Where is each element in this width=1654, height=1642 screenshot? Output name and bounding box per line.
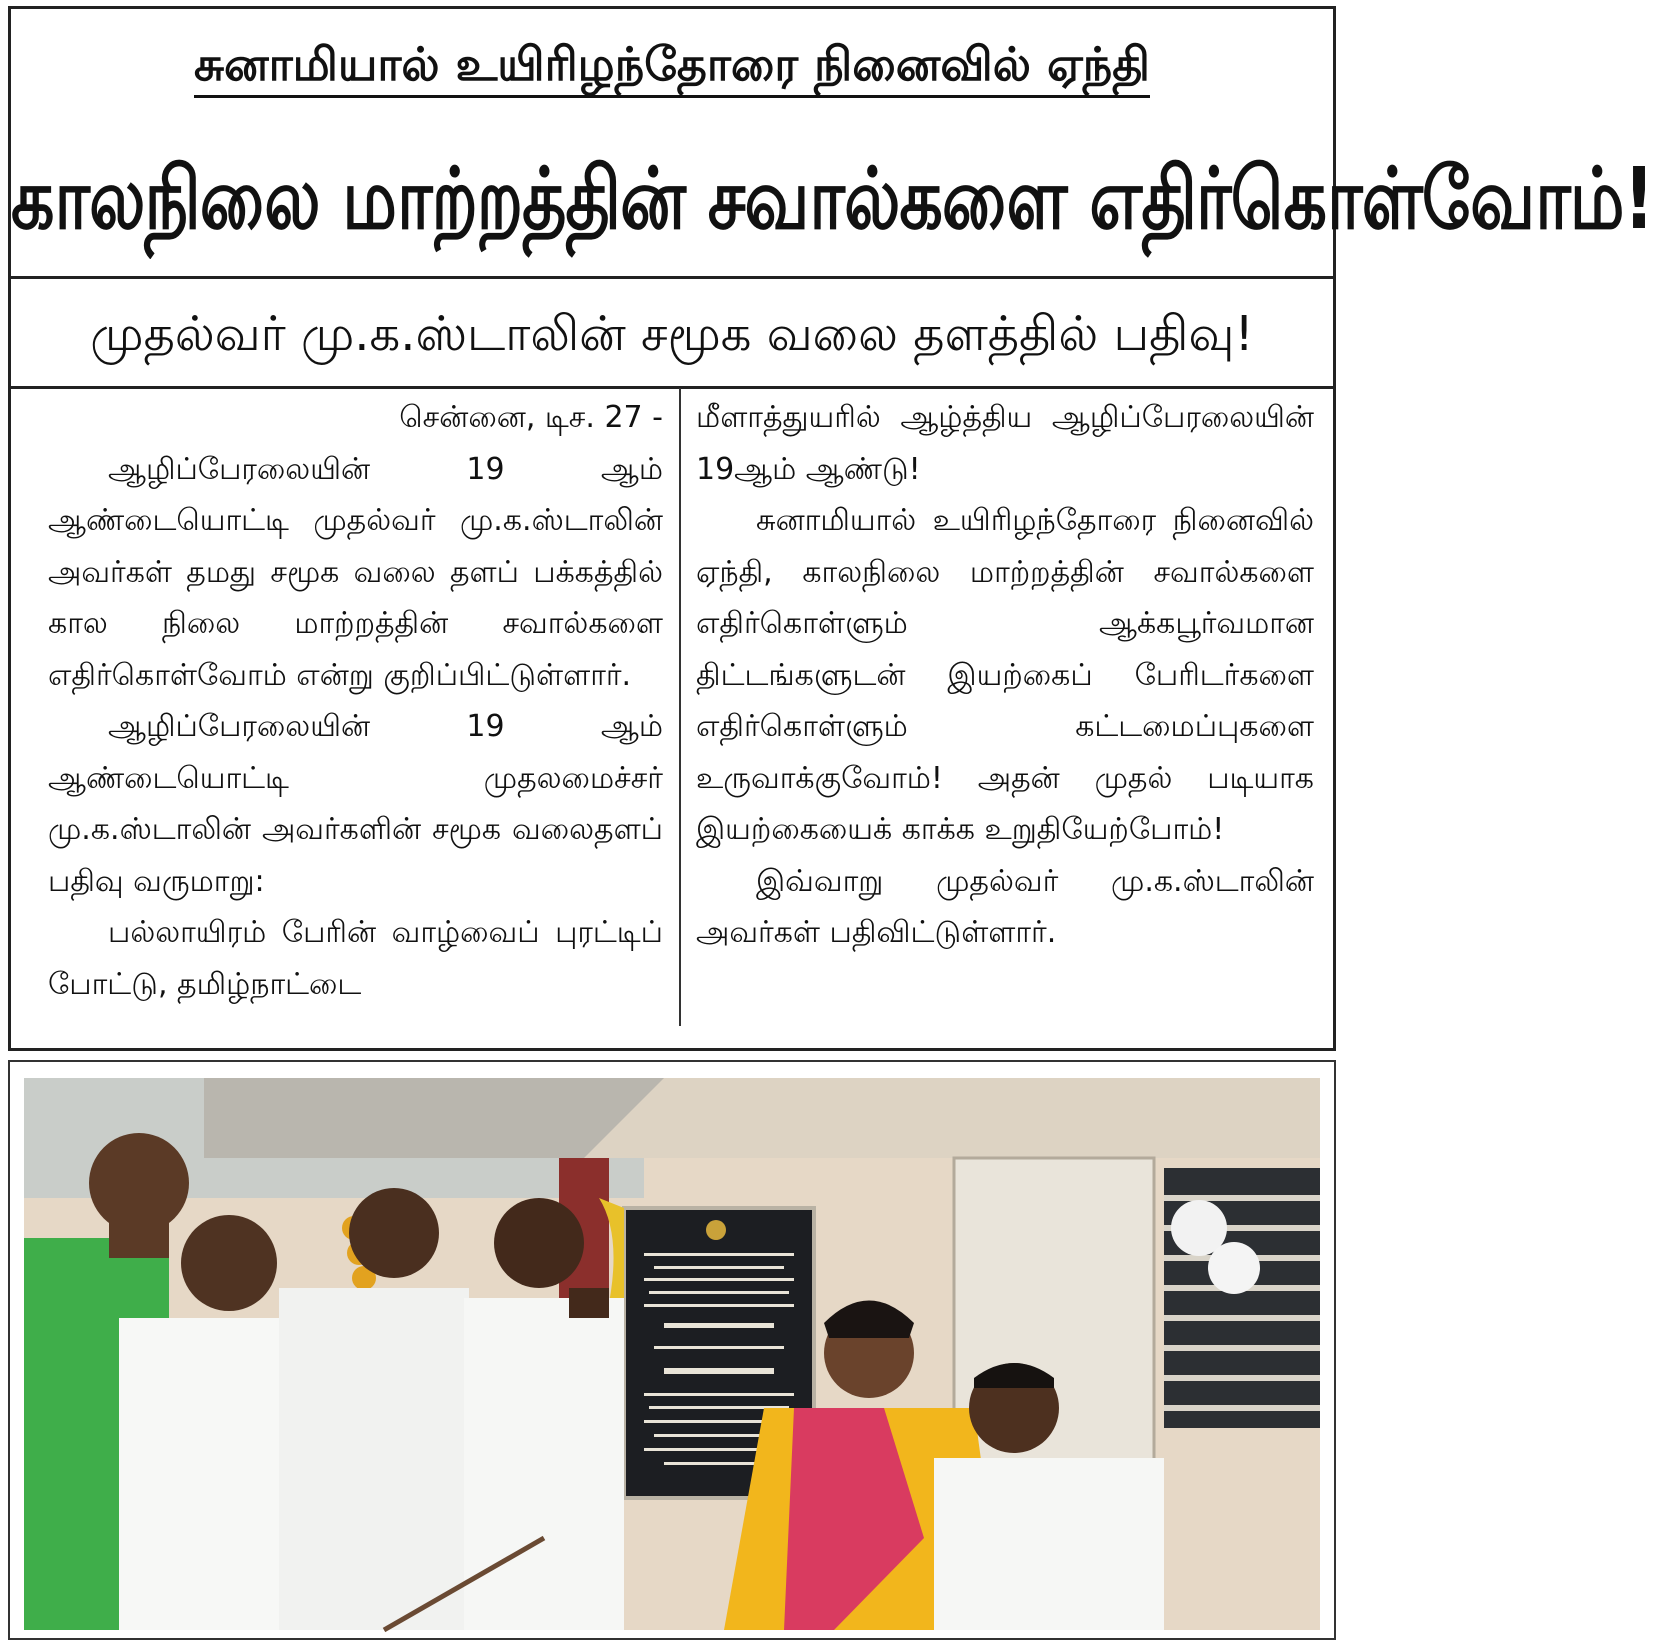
article-paragraph: ஆழிப்பேரலையின் 19 ஆம் ஆண்டையொட்டி முதலமைச்சர் மு.க.ஸ்டாலின் அவர்களின் சமூக வலைதளப் பதிவு வருமாறு: — [48, 709, 663, 899]
dateline: சென்னை, டிச. 27 - — [399, 400, 663, 435]
inauguration-photo — [24, 1078, 1320, 1630]
subheadline: முதல்வர் மு.க.ஸ்டாலின் சமூக வலை தளத்தில் பதிவு! — [90, 306, 1254, 362]
main-headline: காலநிலை மாற்றத்தின் சவால்களை எதிர்கொள்வோம்! — [11, 150, 1654, 249]
article-paragraph: இவ்வாறு முதல்வர் மு.க.ஸ்டாலின் அவர்கள் பதிவிட்டுள்ளார். — [696, 863, 1314, 950]
article-paragraph: பல்லாயிரம் பேரின் வாழ்வைப் புரட்டிப் போட்டு, தமிழ்நாட்டை — [48, 915, 663, 1002]
article-column-left — [48, 392, 663, 1010]
news-photo-frame — [8, 1060, 1336, 1640]
headline-block — [11, 9, 1654, 279]
article-paragraph: சுனாமியால் உயிரிழந்தோரை நினைவில் ஏந்தி, காலநிலை மாற்றத்தின் சவால்களை எதிர்கொள்ளும் ஆக்கபூர்வமான திட்டங்களுடன் இயற்கைப் பேரிடர்களை எதிர்கொள்ளும் கட்டமைப்புகளை உருவாக்குவோம்! அதன் முதல் படியாக இயற்கையைக் காக்க உறுதியேற்போம்! — [696, 503, 1314, 847]
article-paragraph: ஆழிப்பேரலையின் 19 ஆம் ஆண்டையொட்டி முதல்வர் மு.க.ஸ்டாலின் அவர்கள் தமது சமூக வலை தளப் பக்கத்தில் கால நிலை மாற்றத்தின் சவால்களை எதிர்கொள்வோம் என்று குறிப்பிட்டுள்ளார். — [48, 451, 663, 693]
subhead-block — [11, 279, 1333, 389]
article-column-right — [696, 392, 1314, 959]
column-divider — [679, 388, 681, 1026]
kicker-headline — [11, 37, 1333, 98]
article-paragraph-continued: மீளாத்துயரில் ஆழ்த்திய ஆழிப்பேரலையின் 19ஆம் ஆண்டு! — [696, 400, 1314, 487]
photo-illustration — [24, 1078, 1320, 1630]
kicker-text: சுனாமியால் உயிரிழந்தோரை நினைவில் ஏந்தி — [194, 37, 1150, 98]
